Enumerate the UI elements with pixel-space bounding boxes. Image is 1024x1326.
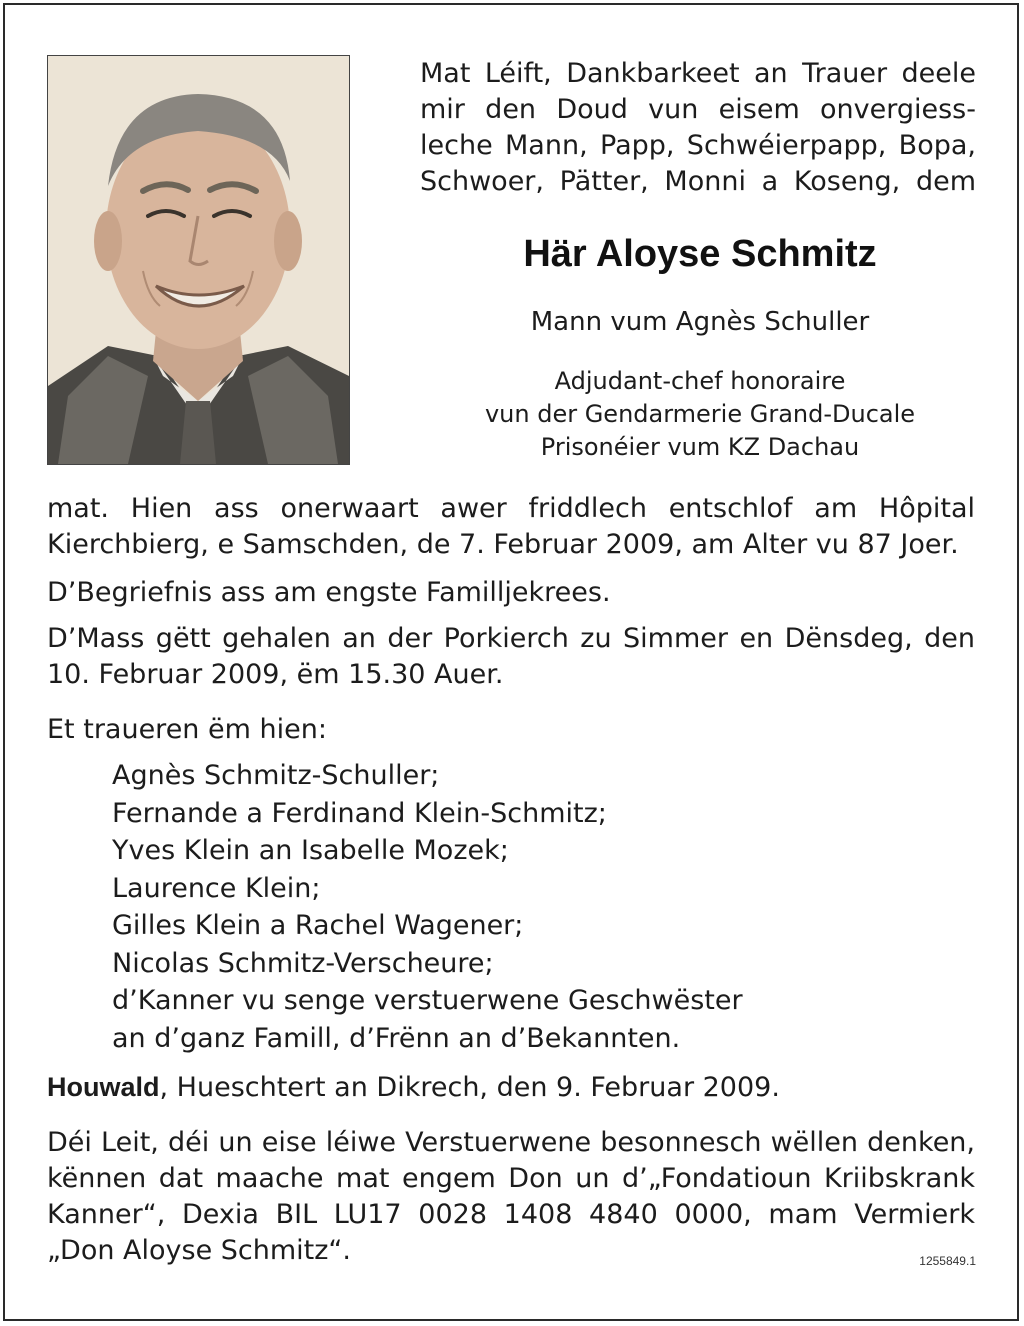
mourner-item: Gilles Klein a Rachel Wagener;	[112, 910, 524, 941]
death-notice-line: mat. Hien ass onerwaart awer friddlech entschlof am Hôpital	[47, 493, 975, 524]
mourners-list	[112, 757, 743, 1057]
donation-line: „Don Aloyse Schmitz“.	[47, 1235, 351, 1266]
intro-paragraph	[420, 56, 976, 200]
mourner-item: Fernande a Ferdinand Klein-Schmitz;	[112, 797, 607, 829]
place-date-line	[47, 1069, 975, 1106]
reference-number: 1255849.1	[919, 1254, 976, 1268]
title-line: Adjudant-chef honoraire	[554, 367, 846, 395]
portrait-photo	[47, 55, 350, 465]
donation-line: Déi Leit, déi un eise léiwe Verstuerwene besonnesch wëllen denken,	[47, 1127, 975, 1158]
place-date-text: , Hueschtert an Dikrech, den 9. Februar 2009.	[159, 1072, 780, 1103]
spouse-line: Mann vum Agnès Schuller	[530, 307, 870, 337]
donation-paragraph	[47, 1125, 975, 1269]
mass-paragraph	[47, 621, 975, 693]
title-line: vun der Gendarmerie Grand-Ducale	[484, 400, 916, 428]
death-notice-paragraph	[47, 491, 975, 563]
honorary-titles	[420, 365, 980, 464]
donation-line: kënnen dat maache mat engem Don un d’„Fondatioun Kriibskrank	[47, 1163, 975, 1194]
intro-line: mir den Doud vun eisem onvergiess-	[420, 94, 976, 125]
mass-line: 10. Februar 2009, ëm 15.30 Auer.	[47, 659, 504, 690]
place-name: Houwald	[47, 1072, 160, 1102]
mourners-intro: Et traueren ëm hien:	[47, 714, 327, 745]
title-line: Prisonéier vum KZ Dachau	[540, 433, 860, 461]
intro-line: leche Mann, Papp, Schwéierpapp, Bopa,	[420, 130, 976, 161]
intro-line: Schwoer, Pätter, Monni a Koseng, dem	[420, 166, 976, 197]
mass-line: D’Mass gëtt gehalen an der Porkierch zu Simmer en Dënsdeg, den	[47, 623, 975, 654]
burial-paragraph: D’Begriefnis ass am engste Familljekrees.	[47, 577, 611, 608]
mourner-item: Agnès Schmitz-Schuller;	[112, 760, 440, 791]
death-notice-line: Kierchbierg, e Samschden, de 7. Februar 2009, am Alter vu 87 Joer.	[47, 529, 959, 560]
mourner-item: d’Kanner vu senge verstuerwene Geschwëster	[112, 985, 743, 1016]
mourner-item: Nicolas Schmitz-Verscheure;	[112, 947, 494, 979]
mourner-item: Yves Klein an Isabelle Mozek;	[112, 835, 509, 866]
donation-line: Kanner“, Dexia BIL LU17 0028 1408 4840 0000, mam Vermierk	[47, 1199, 975, 1230]
mourner-item: Laurence Klein;	[112, 872, 321, 904]
intro-line: Mat Léift, Dankbarkeet an Trauer deele	[420, 58, 976, 89]
mourner-item: an d’ganz Famill, d’Frënn an d’Bekannten.	[112, 1022, 681, 1054]
deceased-name: Här Aloyse Schmitz	[523, 233, 877, 275]
